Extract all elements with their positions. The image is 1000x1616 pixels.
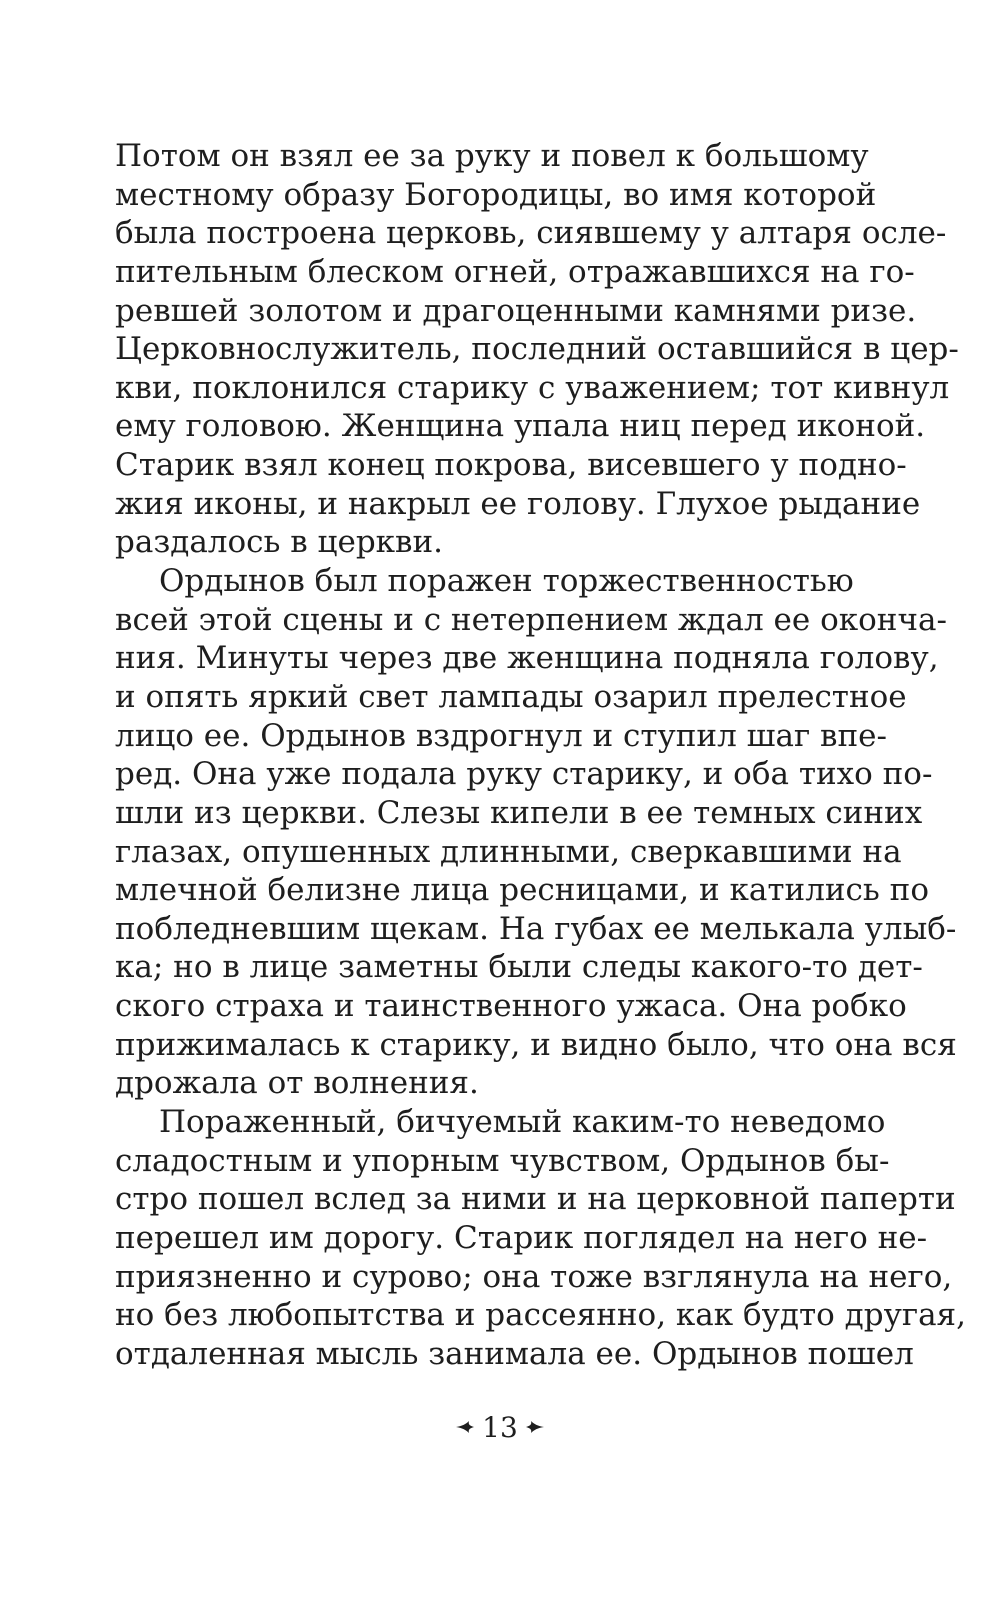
text-line: шли из церкви. Слезы кипели в ее темных синих [115, 794, 923, 831]
text-line: жия иконы, и накрыл ее голову. Глухое рыдание [115, 485, 921, 522]
text-line: и опять яркий свет лампады озарил прелестное [115, 678, 907, 715]
text-line: приязненно и сурово; она тоже взглянула на него, [115, 1258, 953, 1295]
paragraph-end-line: раздалось в церкви. [115, 524, 444, 561]
text-line: побледневшим щекам. На губах ее мелькала улыб- [115, 910, 957, 947]
page-text [115, 137, 966, 1374]
text-line: Церковнослужитель, последний оставшийся в цер- [115, 331, 959, 368]
text-line: местному образу Богородицы, во имя которой [115, 176, 877, 213]
text-line: млечной белизне лица ресницами, и катились по [115, 872, 929, 909]
text-line: ка; но в лице заметны были следы какого-то дет- [115, 949, 923, 986]
ornament-left-icon [456, 1421, 474, 1433]
page-folio [0, 1405, 1000, 1449]
text-line: Старик взял конец покрова, висевшего у подно- [115, 447, 907, 484]
paragraph-end-line: дрожала от волнения. [115, 1065, 479, 1102]
text-line: была построена церковь, сиявшему у алтаря осле- [115, 215, 947, 252]
text-line: ния. Минуты через две женщина подняла голову, [115, 640, 939, 677]
text-line: глазах, опушенных длинными, сверкавшими на [115, 833, 902, 870]
text-line: всей этой сцены и с нетерпением ждал ее оконча- [115, 601, 947, 638]
text-line: лицо ее. Ордынов вздрогнул и ступил шаг впе- [115, 717, 887, 754]
text-line: ревшей золотом и драгоценными камнями ризе. [115, 292, 917, 329]
text-line: прижималась к старику, и видно было, что она вся [115, 1026, 957, 1063]
paragraph-start-line: Ордынов был поражен торжественностью [159, 563, 854, 600]
page-number: 13 [482, 1410, 518, 1444]
text-line: стро пошел вслед за ними и на церковной паперти [115, 1181, 956, 1218]
ornament-right-icon [526, 1421, 544, 1433]
text-line: перешел им дорогу. Старик поглядел на него не- [115, 1219, 928, 1256]
text-line: Потом он взял ее за руку и повел к большому [115, 138, 869, 174]
text-line: пительным блеском огней, отражавшихся на го- [115, 253, 915, 290]
text-line: ред. Она уже подала руку старику, и оба тихо по- [115, 756, 933, 793]
text-line: отдаленная мысль занимала ее. Ордынов пошел [115, 1335, 914, 1372]
text-line: но без любопытства и рассеянно, как будто другая, [115, 1297, 966, 1334]
text-line: кви, поклонился старику с уважением; тот кивнул [115, 369, 950, 406]
text-line: ему головою. Женщина упала ниц перед иконой. [115, 408, 926, 445]
paragraph-start-line: Пораженный, бичуемый каким-то неведомо [159, 1104, 886, 1141]
text-line: сладостным и упорным чувством, Ордынов бы- [115, 1142, 890, 1179]
text-line: ского страха и таинственного ужаса. Она робко [115, 988, 907, 1025]
